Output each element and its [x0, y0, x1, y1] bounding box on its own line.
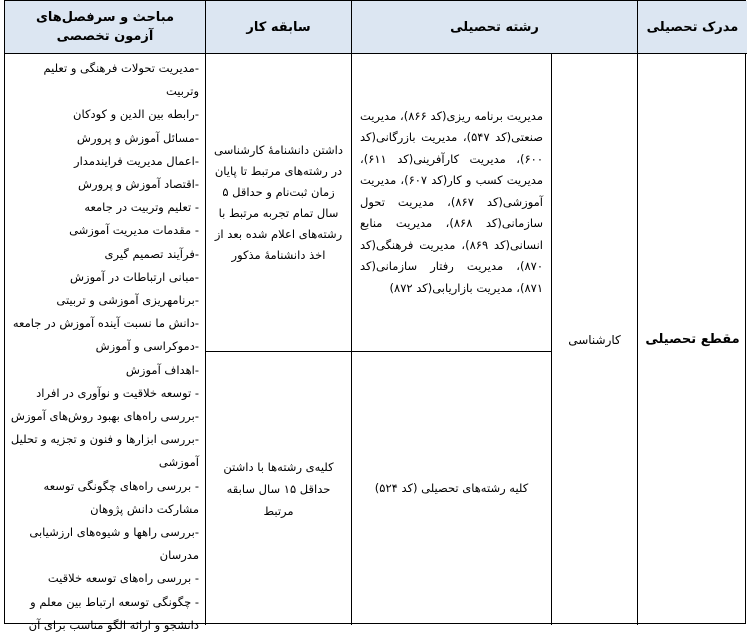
topic-item: - بررسی راه‌های چگونگی توسعه مشارکت دانش پژوهان	[43, 478, 199, 516]
topic-item: - تعلیم وتربیت در جامعه	[84, 200, 199, 215]
row-1-experience	[205, 53, 351, 351]
row-2-experience	[205, 351, 351, 625]
row-1-field	[351, 53, 551, 351]
topics-list	[5, 57, 205, 637]
header-topics: مباحث و سرفصل‌های آزمون تخصصی	[5, 1, 205, 53]
topic-item: - توسعه خلاقیت و نوآوری در افراد	[36, 385, 199, 400]
topic-item: -دانش ما نسبت آینده آموزش در جامعه	[12, 316, 199, 331]
row-2-field-text: کلیه رشته‌های تحصیلی (کد ۵۲۴)	[374, 480, 529, 495]
topic-item: -برنامهریزی آموزشی و تربیتی	[56, 293, 199, 308]
topic-item: -اعمال مدیریت فرایندمدار	[74, 153, 199, 168]
topic-item: -فرآیند تصمیم گیری	[104, 246, 199, 261]
topic-item: -بررسی ابزارها و فنون و تجزیه و تحلیل آموزشی	[10, 432, 199, 470]
topic-item: - مقدمات مدیریت آموزشی	[69, 223, 199, 238]
topics-cell	[5, 53, 205, 632]
row-2-experience-text: کلیه‌ی رشته‌ها با داشتن حداقل ۱۵ سال سابقه مرتبط	[223, 459, 334, 518]
header-field: رشته تحصیلی	[351, 1, 637, 53]
topic-item: - بررسی راه‌های توسعه خلاقیت	[47, 571, 199, 586]
row-1-field-text: مدیریت برنامه ریزی(کد ۸۶۶)، مدیریت صنعتی(کد ۵۴۷)، مدیریت بازرگانی(کد ۶۰۰)، مدیریت کارآفرینی(کد ۶۱۱)، مدیریت کسب و کار(کد ۶۰۷)، مدیریت آموزشی(کد ۸۶۷)، مدیریت تحول سازمانی(کد ۸۶۸)، مدیریت منابع انسانی(کد ۸۶۹)، مدیریت فرهنگی(کد ۸۷۰)، مدیریت رفتار سازمانی(کد ۸۷۱)، مدیریت بازاریابی(کد ۸۷۲)	[360, 108, 544, 295]
topic-item: -بررسی راه‌های بهبود روش‌های آموزش	[10, 409, 199, 424]
topic-item: -بررسی راهها و شیوه‌های ارزشیابی مدرسان	[29, 525, 199, 563]
topic-item: -مدیریت تحولات فرهنگی و تعلیم وتربیت	[43, 61, 199, 99]
requirements-table	[4, 0, 746, 632]
topic-item: -اقتصاد آموزش و پرورش	[77, 177, 199, 192]
row-1-experience-text: داشتن دانشنامهٔ کارشناسی در رشته‌های مرتبط تا پایان زمان ثبت‌نام و حداقل ۵ سال تمام تجربه مرتبط با رشته‌های اعلام شده بعد از اخذ دانشنامهٔ مذکور	[214, 142, 343, 262]
header-experience: سابقه کار	[205, 1, 351, 53]
degree-value: کارشناسی	[551, 53, 637, 625]
row-2-field	[351, 351, 551, 625]
topic-item: -مبانی ارتباطات در آموزش	[69, 269, 199, 284]
header-degree: مدرک تحصیلی	[637, 1, 747, 53]
degree-label: مقطع تحصیلی	[637, 53, 747, 625]
topic-item: -اهداف آموزش	[125, 362, 199, 377]
topic-item: -دموکراسی و آموزش	[95, 339, 199, 354]
topic-item: -مسائل آموزش و پرورش	[76, 130, 199, 145]
topic-item: - چگونگی توسعه ارتباط بین معلم و دانشجو و ارائه الگو مناسب برای آن	[28, 594, 199, 632]
topic-item: -رابطه بین الدین و کودکان	[73, 107, 199, 122]
